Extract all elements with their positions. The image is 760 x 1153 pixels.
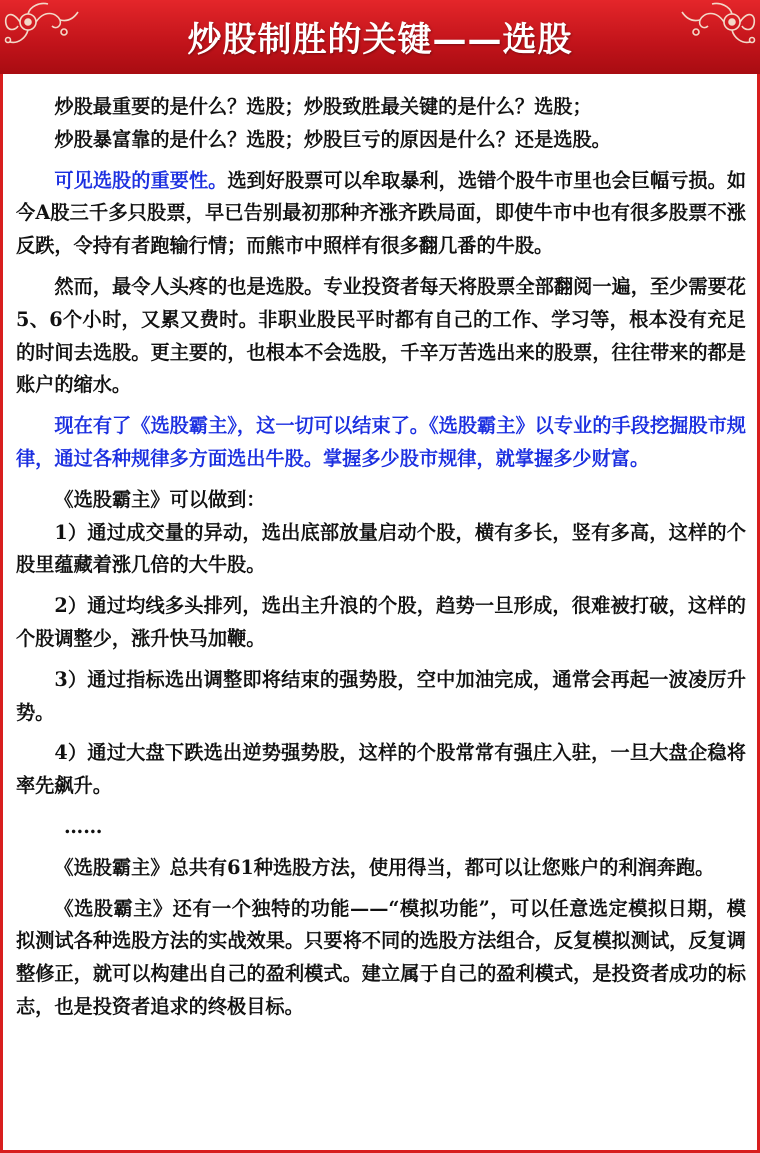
feature-item-1: 1）通过成交量的异动，选出底部放量启动个股，横有多长，竖有多高，这样的个股里蕴藏着涨几倍的大牛股。 <box>16 520 746 577</box>
difficulty-paragraph: 然而，最令人头疼的也是选股。专业投资者每天将股票全部翻阅一遍，至少需要花5、6个小时，又累又费时。非职业股民平时都有自己的工作、学习等，根本没有充足的时间去选股。更主要的，也根本不会选股，千辛万苦选出来的股票，往往带来的都是账户的缩水。 <box>16 274 746 397</box>
page-title: 炒股制胜的关键——选股 <box>187 20 573 60</box>
methods-paragraph: 《选股霸主》总共有61种选股方法，使用得当，都可以让您账户的利润奔跑。 <box>54 855 715 879</box>
features-intro: 《选股霸主》可以做到： <box>54 487 266 511</box>
question-line-1: 炒股最重要的是什么？选股；炒股致胜最关键的是什么？选股； <box>54 95 592 118</box>
title-banner <box>0 0 760 74</box>
article-body <box>16 91 746 1024</box>
product-intro-paragraph: 现在有了《选股霸主》，这一切可以结束了。《选股霸主》以专业的手段挖掘股市规律，通过各种规律多方面选出牛股。掌握多少股市规律，就掌握多少财富。 <box>16 414 746 470</box>
importance-paragraph <box>16 165 746 263</box>
feature-item-4: 4）通过大盘下跌选出逆势强势股，这样的个股常常有强庄入驻，一旦大盘企稳将率先飙升。 <box>16 741 746 798</box>
importance-text: 选到好股票可以牟取暴利，选错个股牛市里也会巨幅亏损。如今A股三千多只股票，早已告别最初那种齐涨齐跌局面，即使牛市中也有很多股票不涨反跌，令持有者跑输行情；而熊市中照样有很多翻几番的牛股。 <box>16 168 747 258</box>
question-line-2: 炒股暴富靠的是什么？选股；炒股巨亏的原因是什么？还是选股。 <box>54 127 611 151</box>
feature-item-2: 2）通过均线多头排列，选出主升浪的个股，趋势一旦形成，很难被打破，这样的个股调整少，涨升快马加鞭。 <box>16 594 746 650</box>
importance-highlight: 可见选股的重要性。 <box>54 168 228 192</box>
simulation-paragraph: 《选股霸主》还有一个独特的功能——“模拟功能”，可以任意选定模拟日期，模拟测试各种选股方法的实战效果。只要将不同的选股方法组合，反复模拟测试，反复调整修正，就可以构建出自己的盈利模式。建立属于自己的盈利模式，是投资者成功的标志，也是投资者追求的终极目标。 <box>16 896 746 1018</box>
feature-item-3: 3）通过指标选出调整即将结束的强势股，空中加油完成，通常会再起一波凌厉升势。 <box>16 667 746 724</box>
ellipsis: …… <box>64 814 103 838</box>
